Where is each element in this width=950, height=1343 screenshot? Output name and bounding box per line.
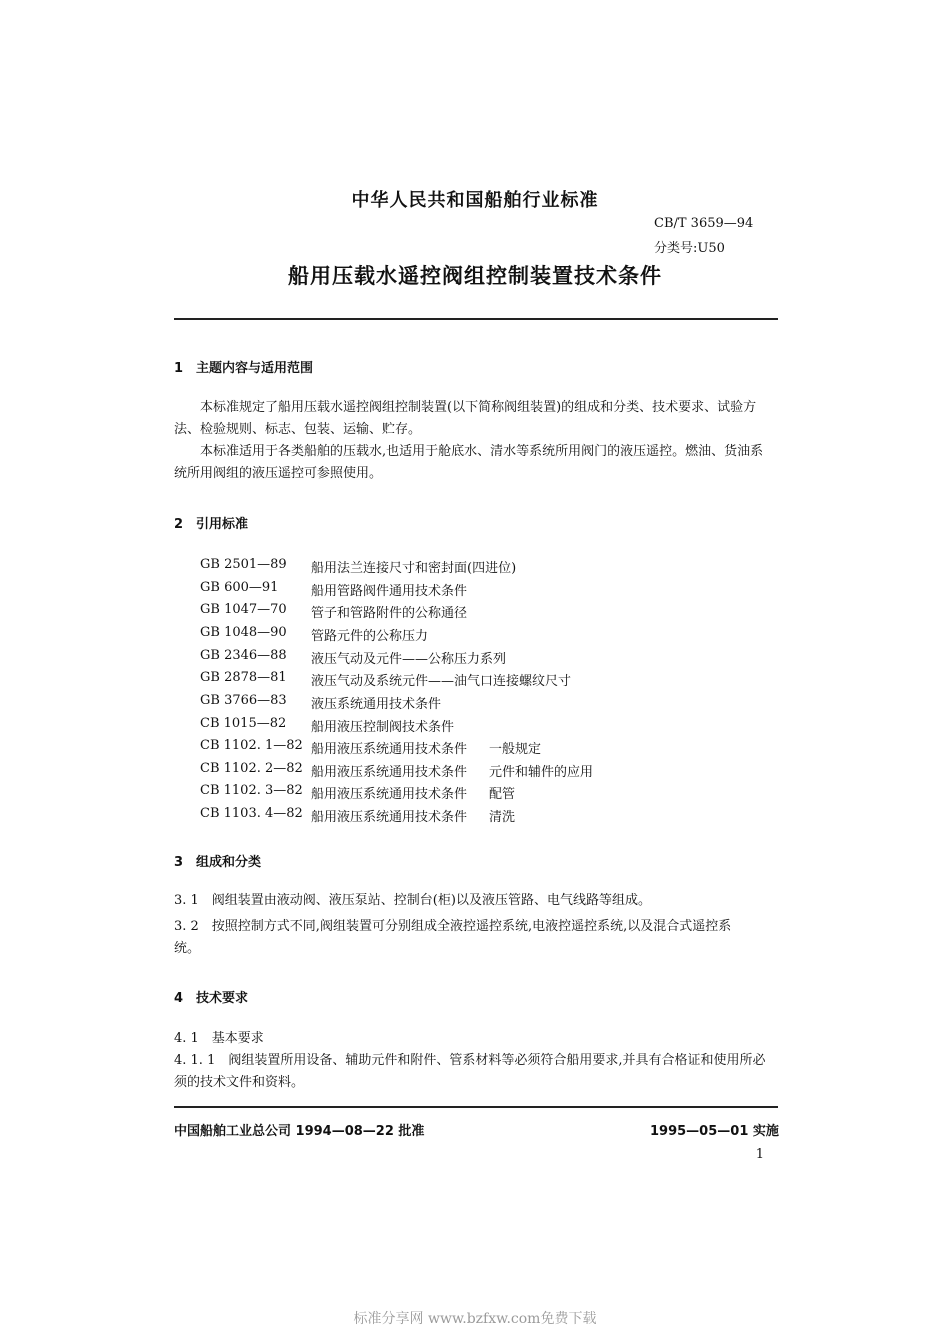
ref-code: GB 3766—83 (200, 693, 287, 708)
ref-code: CB 1015—82 (200, 716, 287, 731)
section-1-paragraph-1 (174, 397, 778, 441)
section-4-heading: 4 技术要求 (174, 991, 249, 1006)
section-1-paragraph-2 (174, 441, 778, 485)
footer-divider (174, 1106, 778, 1108)
ref-title: 液压系统通用技术条件 (311, 697, 442, 712)
clause-3-1: 3. 1 阀组装置由液动阀、液压泵站、控制台(柜)以及液压管路、电气线路等组成。 (174, 893, 651, 908)
document-title: 船用压载水遥控阀组控制装置技术条件 (288, 264, 662, 288)
watermark-text: 标准分享网 www.bzfxw.com免费下载 (353, 1311, 597, 1327)
section-1-heading: 1 主题内容与适用范围 (174, 361, 314, 376)
ref-code: GB 1047—70 (200, 602, 287, 617)
ref-title: 管路元件的公称压力 (311, 629, 429, 644)
org-title: 中华人民共和国船舶行业标准 (351, 190, 599, 211)
ref-code: GB 2501—89 (200, 557, 287, 572)
ref-subtitle: 一般规定 (489, 742, 542, 757)
standard-code: CB/T 3659—94 (654, 216, 754, 231)
ref-title: 船用液压系统通用技术条件 (311, 765, 468, 780)
section-2-heading: 2 引用标准 (174, 517, 249, 532)
ref-code: GB 2346—88 (200, 648, 287, 663)
section-1-p2-line2: 统所用阀组的液压遥控可参照使用。 (174, 466, 383, 481)
ref-code: GB 600—91 (200, 580, 279, 595)
section-1-p2-line1: 本标准适用于各类船舶的压载水,也适用于舱底水、清水等系统所用阀门的液压遥控。燃油、货油系 (174, 444, 764, 459)
ref-title: 船用液压系统通用技术条件 (311, 742, 468, 757)
ref-title: 液压气动及系统元件——油气口连接螺纹尺寸 (311, 674, 572, 689)
ref-title: 管子和管路附件的公称通径 (311, 606, 468, 621)
section-1-p1-line2: 法、检验规则、标志、包装、运输、贮存。 (174, 422, 422, 437)
subsection-4-1: 4. 1 基本要求 (174, 1031, 264, 1046)
ref-subtitle: 清洗 (489, 810, 516, 825)
section-3-heading: 3 组成和分类 (174, 855, 262, 870)
ref-code: CB 1103. 4—82 (200, 806, 303, 821)
page-number: 1 (755, 1147, 764, 1162)
ref-code: GB 2878—81 (200, 670, 287, 685)
approval-line: 中国船舶工业总公司 1994—08—22 批准 (174, 1124, 425, 1139)
classification-number: 分类号:U50 (654, 241, 725, 256)
header-divider (174, 318, 778, 320)
ref-code: CB 1102. 2—82 (200, 761, 303, 776)
ref-subtitle: 元件和辅件的应用 (489, 765, 594, 780)
ref-title: 液压气动及元件——公称压力系列 (311, 652, 507, 667)
clause-4-1-1 (174, 1050, 778, 1094)
clause-4-1-1-line2: 须的技术文件和资料。 (174, 1075, 305, 1090)
ref-code: CB 1102. 1—82 (200, 738, 303, 753)
ref-subtitle: 配管 (489, 787, 516, 802)
clause-3-2 (174, 916, 778, 960)
ref-code: GB 1048—90 (200, 625, 287, 640)
implementation-date: 1995—05—01 实施 (650, 1124, 779, 1139)
ref-title: 船用液压系统通用技术条件 (311, 787, 468, 802)
ref-title: 船用液压控制阀技术条件 (311, 720, 455, 735)
section-1-p1-line1: 本标准规定了船用压载水遥控阀组控制装置(以下简称阀组装置)的组成和分类、技术要求、试验方 (174, 400, 757, 415)
ref-title: 船用法兰连接尺寸和密封面(四进位) (311, 561, 517, 576)
ref-title: 船用管路阀件通用技术条件 (311, 584, 468, 599)
ref-title: 船用液压系统通用技术条件 (311, 810, 468, 825)
clause-3-2-line1: 3. 2 按照控制方式不同,阀组装置可分别组成全液控遥控系统,电液控遥控系统,以及混合式遥控系 (174, 919, 732, 934)
clause-4-1-1-line1: 4. 1. 1 阀组装置所用设备、辅助元件和附件、管系材料等必须符合船用要求,并具有合格证和使用所必 (174, 1053, 766, 1068)
ref-code: CB 1102. 3—82 (200, 783, 303, 798)
clause-3-2-line2: 统。 (174, 941, 201, 956)
